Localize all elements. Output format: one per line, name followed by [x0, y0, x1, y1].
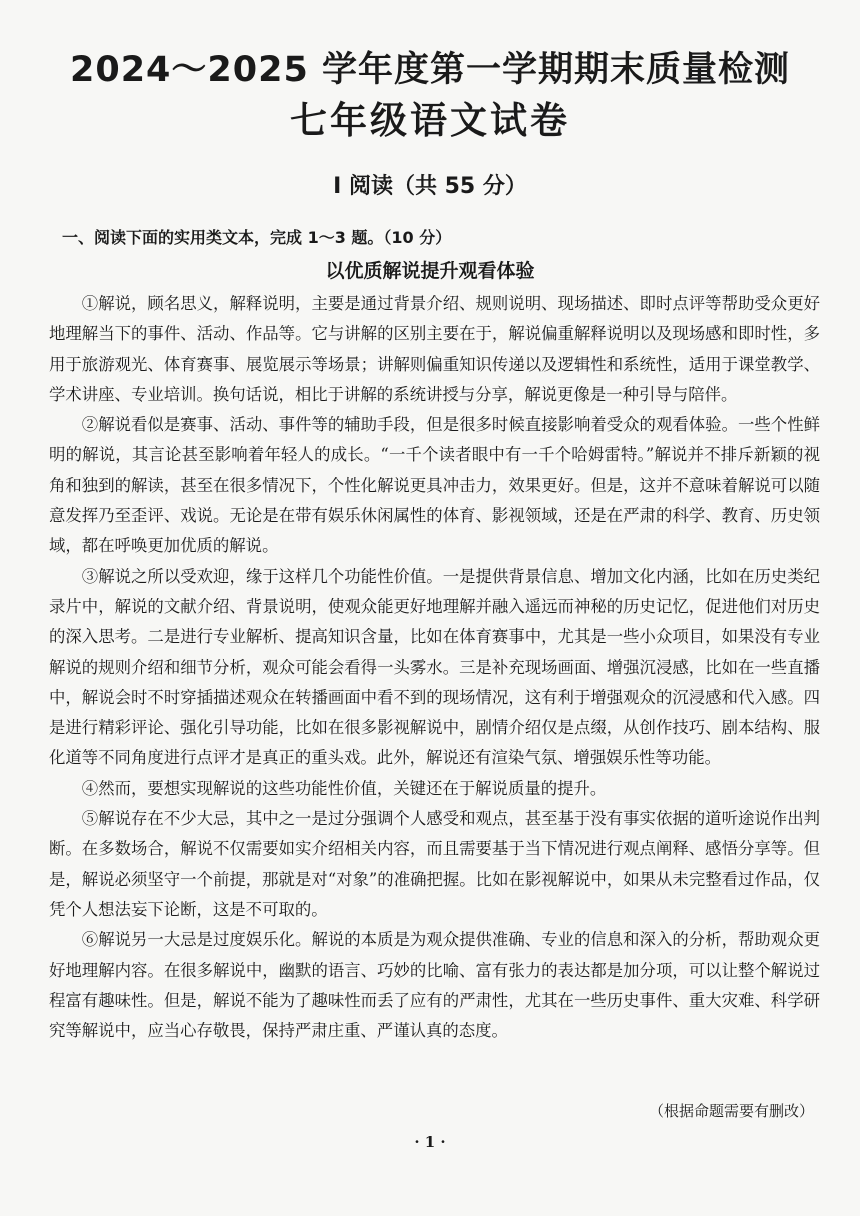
- paragraph-2: ②解说看似是赛事、活动、事件等的辅助手段，但是很多时候直接影响着受众的观看体验。一些个性鲜明的解说，其言论甚至影响着年轻人的成长。“一千个读者眼中有一千个哈姆雷特。”解说并不排斥新颖的视角和独到的解读，甚至在很多情况下，个性化解说更具冲击力，效果更好。但是，这并不意味着解说可以随意发挥乃至歪评、戏说。无论是在带有娱乐休闲属性的体育、影视领域，还是在严肃的科学、教育、历史领域，都在呼唤更加优质的解说。: [49, 415, 820, 556]
- question-instruction: 一、阅读下面的实用类文本，完成 1～3 题。（10 分）: [62, 228, 452, 247]
- article-body: [49, 289, 820, 1046]
- exam-title: 2024～2025 学年度第一学期期末质量检测: [69, 50, 790, 90]
- paragraph-6: ⑥解说另一大忌是过度娱乐化。解说的本质是为观众提供准确、专业的信息和深入的分析，帮助观众更好地理解内容。在很多解说中，幽默的语言、巧妙的比喻、富有张力的表达都是加分项，可以让整个解说过程富有趣味性。但是，解说不能为了趣味性而丢了应有的严肃性，尤其在一些历史事件、重大灾难、科学研究等解说中，应当心存敬畏，保持严肃庄重、严谨认真的态度。: [49, 930, 820, 1041]
- paragraph-3: ③解说之所以受欢迎，缘于这样几个功能性价值。一是提供背景信息、增加文化内涵，比如在历史类纪录片中，解说的文献介绍、背景说明，使观众能更好地理解并融入遥远而神秘的历史记忆，促进他们对历史的深入思考。二是进行专业解析、提高知识含量，比如在体育赛事中，尤其是一些小众项目，如果没有专业解说的规则介绍和细节分析，观众可能会看得一头雾水。三是补充现场画面、增强沉浸感，比如在一些直播中，解说会时不时穿插描述观众在转播画面中看不到的现场情况，这有利于增强观众的沉浸感和代入感。四是进行精彩评论、强化引导功能，比如在很多影视解说中，剧情介绍仅是点缀，从创作技巧、剧本结构、服化道等不同角度进行点评才是真正的重头戏。此外，解说还有渲染气氛、增强娱乐性等功能。: [49, 566, 820, 768]
- paragraph-4: ④然而，要想实现解说的这些功能性价值，关键还在于解说质量的提升。: [81, 778, 607, 798]
- section-heading: Ⅰ 阅读（共 55 分）: [333, 174, 527, 199]
- exam-subtitle: 七年级语文试卷: [290, 99, 570, 142]
- article-title: 以优质解说提升观看体验: [325, 260, 535, 282]
- paragraph-1: ①解说，顾名思义，解释说明，主要是通过背景介绍、规则说明、现场描述、即时点评等帮助受众更好地理解当下的事件、活动、作品等。它与讲解的区别主要在于，解说偏重解释说明以及现场感和即时性，多用于旅游观光、体育赛事、展览展示等场景；讲解则偏重知识传递以及逻辑性和系统性，适用于课堂教学、学术讲座、专业培训。换句话说，相比于讲解的系统讲授与分享，解说更像是一种引导与陪伴。: [49, 294, 820, 404]
- page-number: · 1 ·: [414, 1133, 446, 1151]
- source-note: （根据命题需要有删改）: [648, 1102, 814, 1120]
- paragraph-5: ⑤解说存在不少大忌，其中之一是过分强调个人感受和观点，甚至基于没有事实依据的道听途说作出判断。在多数场合，解说不仅需要如实介绍相关内容，而且需要基于当下情况进行观点阐释、感悟分享等。但是，解说必须坚守一个前提，那就是对“对象”的准确把握。比如在影视解说中，如果从未完整看过作品，仅凭个人想法妄下论断，这是不可取的。: [49, 809, 820, 919]
